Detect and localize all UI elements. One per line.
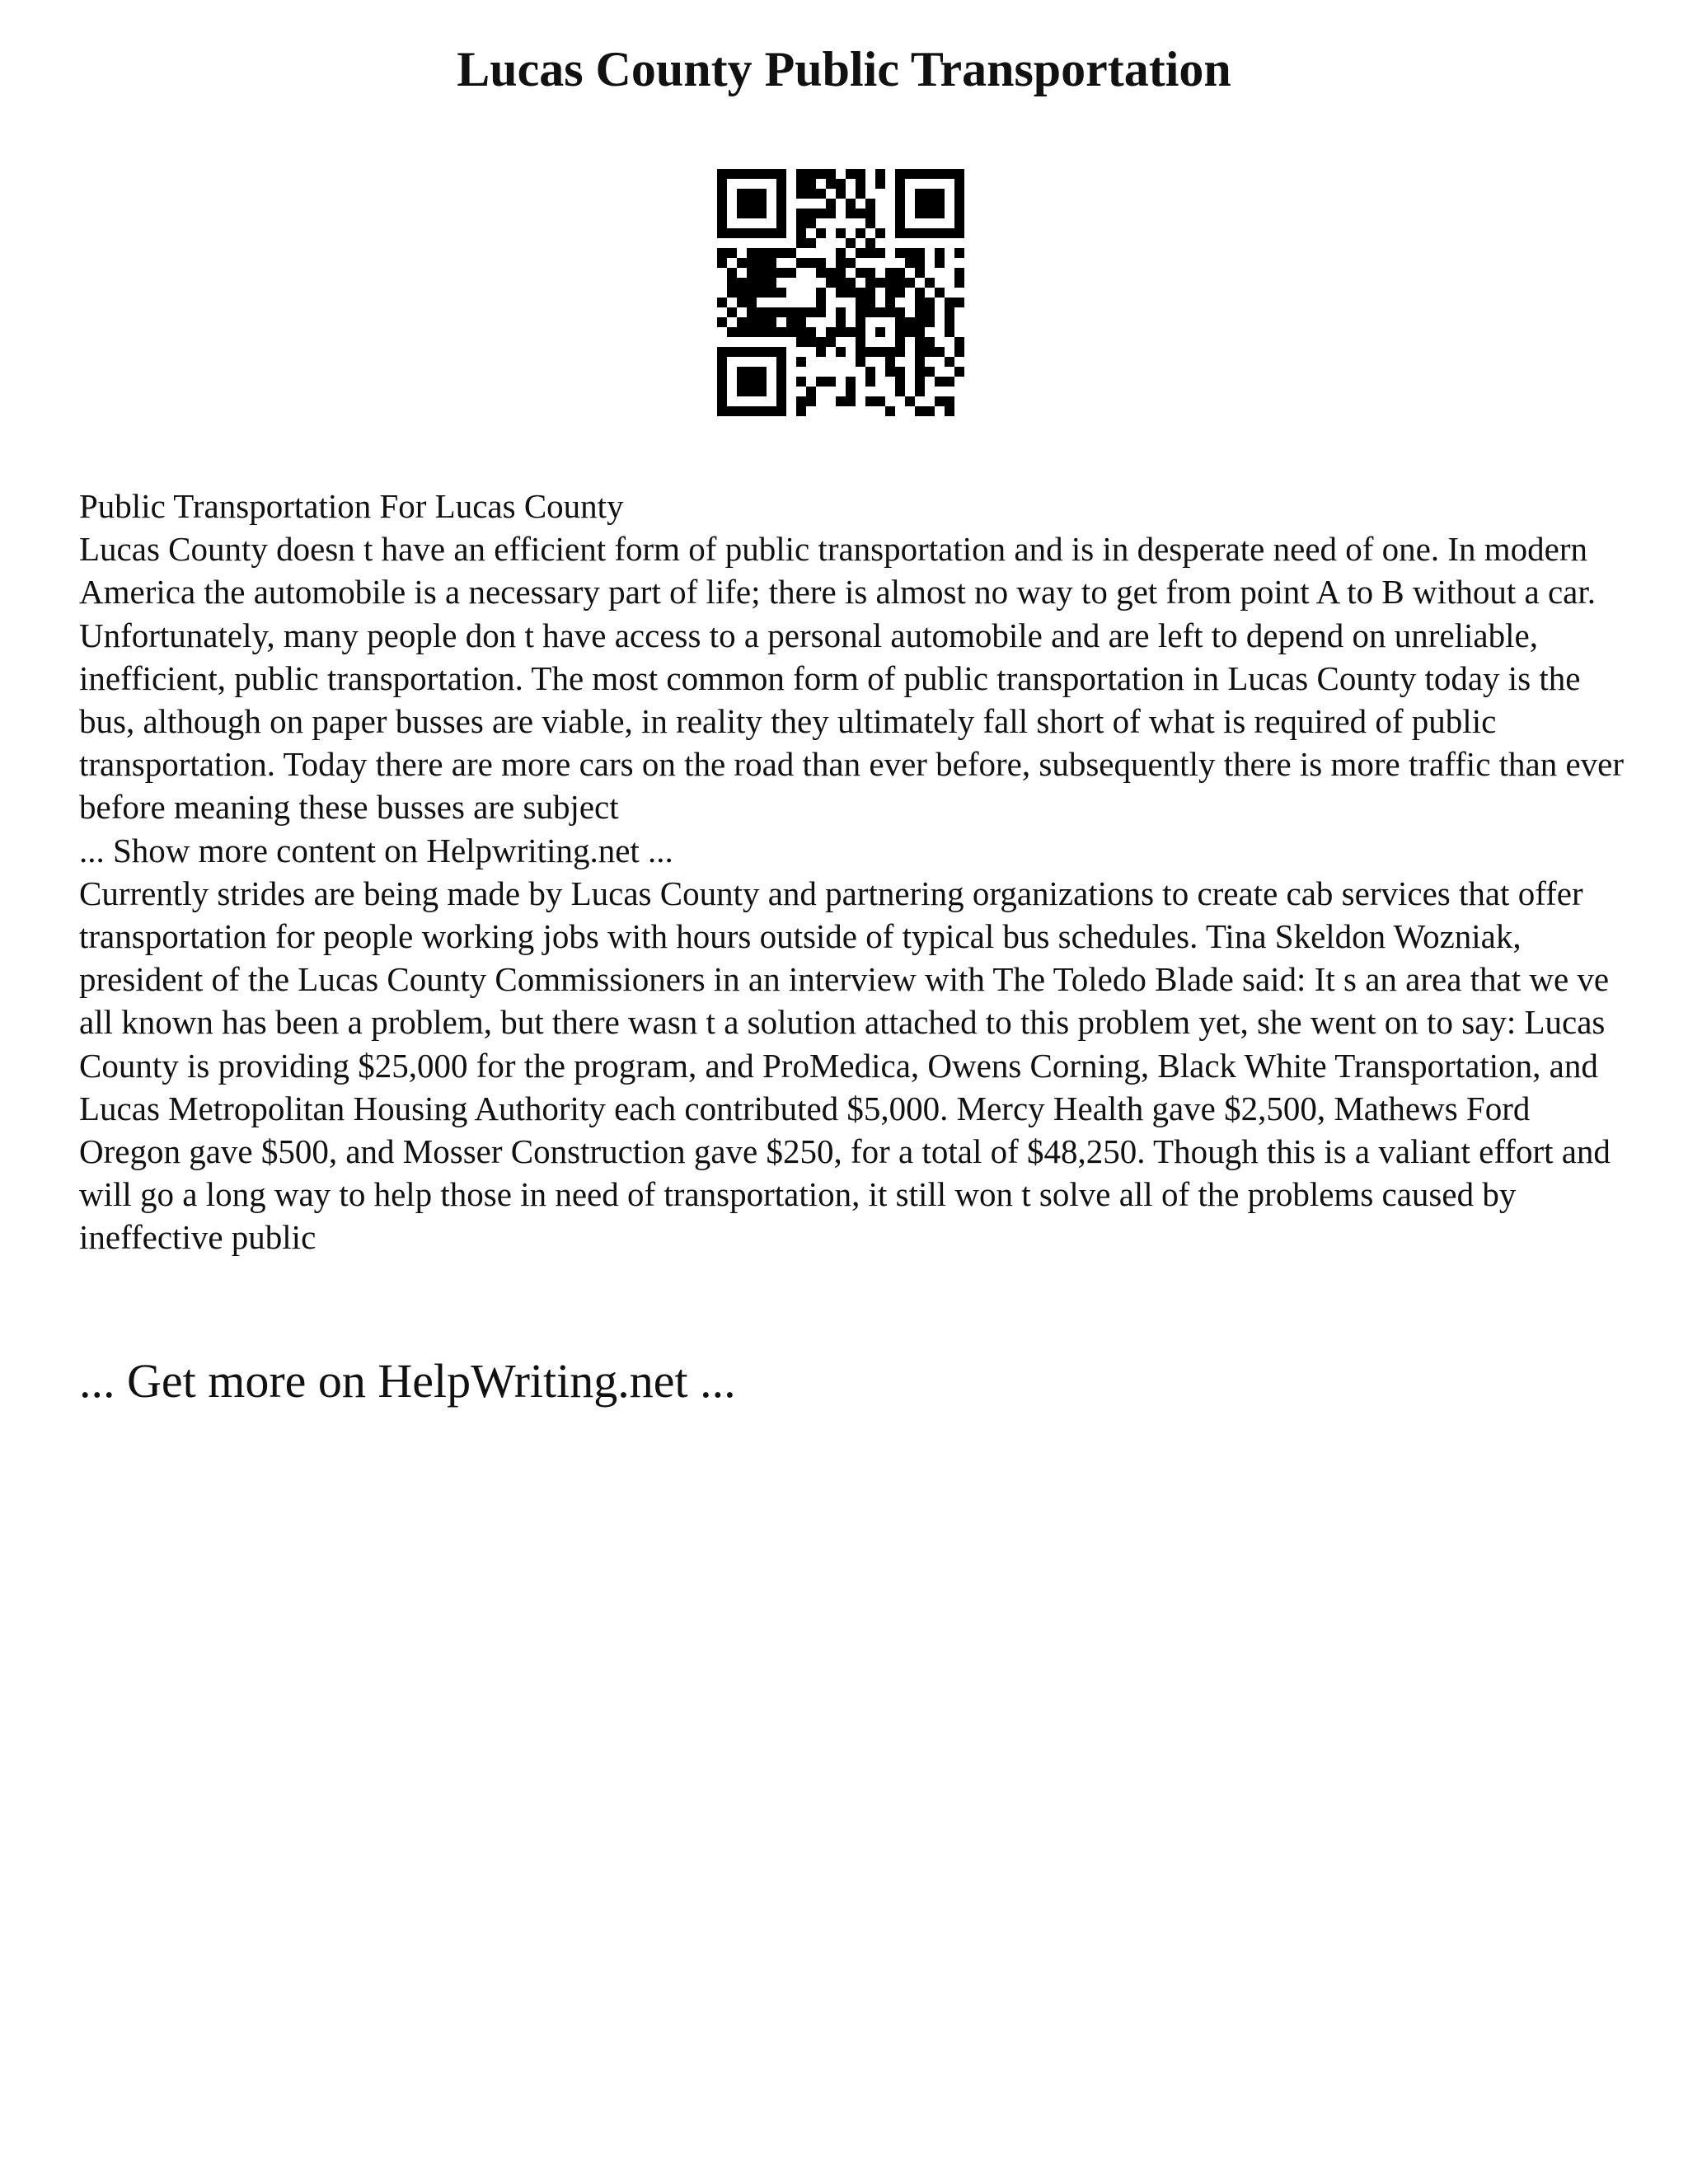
qr-code-image (717, 169, 964, 416)
qr-code-graphic (717, 169, 964, 416)
page-title: Lucas County Public Transportation (457, 42, 1231, 96)
paragraph-1: Lucas County doesn t have an efficient form of public transportation and is in desperate need of one. In modern America the automobile is a necessary part of life; there is almost no way to get from point A to B without a car. Unfortunately, many people don t have access to a personal automobile and are left to depend on unreliable, inefficient, public transportation. The most common form of public transportation in Lucas County today is the bus, although on paper busses are viable, in reality they ultimately fall short of what is required of public transportation. Today there are more cars on the road than ever before, subsequently there is more traffic than ever before meaning these busses are subject (79, 530, 1625, 827)
subtitle: Public Transportation For Lucas County (79, 487, 624, 525)
document-body (79, 485, 1629, 1259)
get-more-link[interactable]: ... Get more on HelpWriting.net ... (79, 1354, 736, 1408)
show-more-link[interactable]: ... Show more content on Helpwriting.net ... (79, 831, 673, 869)
paragraph-2: Currently strides are being made by Lucas County and partnering organizations to create cab services that offer transportation for people working jobs with hours outside of typical bus schedules. Tina Skeldon Wozniak, president of the Lucas County Commissioners in an interview with The Toledo Blade said: It s an area that we ve all known has been a problem, but there wasn t a solution attached to this problem yet, she went on to say: Lucas County is providing $25,000 for the program, and ProMedica, Owens Corning, Black White Transportation, and Lucas Metropolitan Housing Authority each contributed $5,000. Mercy Health gave $2,500, Mathews Ford Oregon gave $500, and Mosser Construction gave $250, for a total of $48,250. Though this is a valiant effort and will go a long way to help those in need of transportation, it still won t solve all of the problems caused by ineffective public (79, 874, 1611, 1257)
